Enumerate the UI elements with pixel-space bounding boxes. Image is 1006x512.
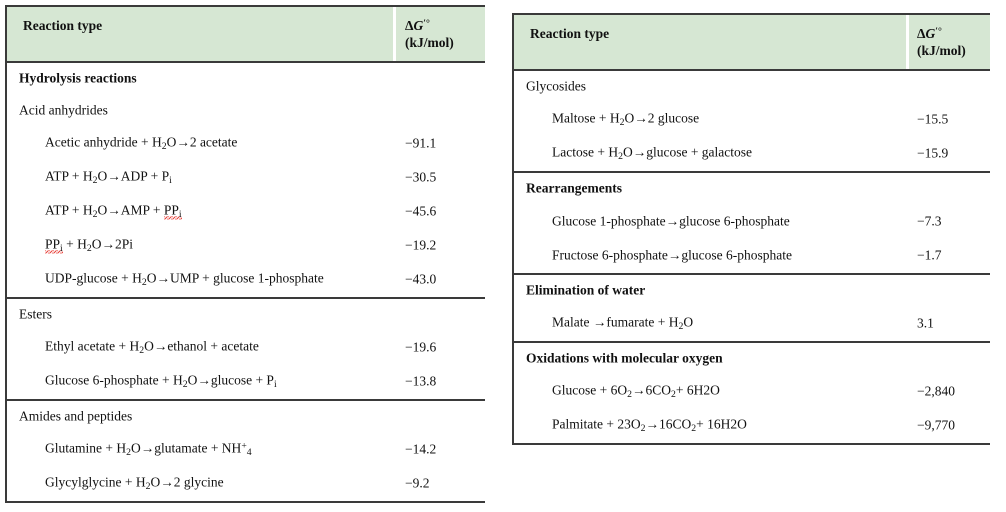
reaction-table-left	[5, 5, 485, 503]
delta-g-value: −43.0	[405, 271, 437, 287]
reaction-label: Amides and peptides	[19, 408, 133, 424]
reaction-label: Glycosides	[526, 78, 586, 94]
reaction-label: Maltose + $H_2O\to 2$ glucose	[552, 110, 700, 128]
table-row-heading	[514, 71, 990, 103]
delta-g-value: −9.2	[405, 475, 430, 491]
reaction-label: Ethyl acetate + $H_2O\to ethanol$ + acetate	[45, 338, 259, 356]
delta-g-value: −14.2	[405, 441, 437, 457]
table-group	[7, 63, 485, 299]
table-row	[7, 195, 485, 229]
reaction-label: $Glucose + 6O_2\to 6CO_2+ 6H2O$	[552, 382, 720, 400]
header-column-divider	[393, 7, 396, 61]
table-row	[7, 161, 485, 195]
table-row-heading	[7, 95, 485, 127]
table-row-heading	[7, 401, 485, 433]
reaction-label: Elimination of water	[526, 282, 646, 298]
table-group	[7, 299, 485, 401]
delta-g-value: −45.6	[405, 203, 437, 219]
header-column-divider	[906, 15, 909, 69]
delta-g-value: −15.9	[917, 145, 949, 161]
reaction-label: Acid anhydrides	[19, 102, 108, 118]
reaction-label: Rearrangements	[526, 180, 622, 196]
table-header	[7, 5, 485, 63]
table-row	[7, 467, 485, 501]
table-header	[514, 13, 990, 71]
table-group	[7, 401, 485, 503]
reaction-label: Acetic anhydride + $H_2O\to 2$ acetate	[45, 134, 238, 152]
table-row	[7, 229, 485, 263]
delta-g-value: −13.8	[405, 373, 437, 389]
table-group	[514, 173, 990, 275]
table-row	[514, 409, 990, 443]
table-row	[7, 127, 485, 161]
delta-g-value: 3.1	[917, 315, 934, 331]
table-row-heading	[514, 173, 990, 205]
table-row	[7, 365, 485, 399]
table-row	[514, 375, 990, 409]
column-header-delta-g: ΔG′° (kJ/mol)	[405, 18, 454, 50]
reaction-label: ATP + $H_2O\to AMP + PP_i$	[45, 202, 182, 220]
reaction-label: Glucose 6-phosphate + $H_2O\to glucose + P_i$	[45, 372, 277, 390]
table-row	[514, 103, 990, 137]
table-row-heading	[7, 299, 485, 331]
reaction-label: ATP + $H_2O\to ADP + P_i$	[45, 168, 172, 186]
reaction-label: Oxidations with molecular oxygen	[526, 350, 723, 366]
delta-g-value: −15.5	[917, 111, 949, 127]
reaction-label: Esters	[19, 306, 52, 322]
reaction-label: Glucose 1-phosphate→glucose 6-phosphate	[552, 213, 790, 229]
delta-g-value: −30.5	[405, 169, 437, 185]
reaction-label: $UDP-glucose + H_2O\to UMP + glucose$ 1-phosphate	[45, 270, 324, 288]
table-row	[514, 307, 990, 341]
reaction-label: Malate →fumarate + $H_2O$	[552, 314, 694, 332]
table-row	[7, 263, 485, 297]
delta-g-value: −19.6	[405, 339, 437, 355]
delta-g-value: −1.7	[917, 247, 942, 263]
delta-g-value: −9,770	[917, 417, 955, 433]
reaction-label: Lactose + $H_2O\to glucose$ + galactose	[552, 144, 753, 162]
delta-g-value: −91.1	[405, 135, 437, 151]
column-header-delta-g: ΔG′° (kJ/mol)	[917, 26, 966, 58]
table-group	[514, 275, 990, 343]
delta-g-value: −7.3	[917, 213, 942, 229]
reaction-label: Palmitate + $23O_2\to 16CO_2+ 16H2O$	[552, 416, 747, 434]
reaction-label: $PP_i + H_2O\to 2Pi$	[45, 236, 133, 254]
table-row-heading	[7, 63, 485, 95]
reaction-table-right	[512, 13, 990, 445]
column-header-reaction-type: Reaction type	[530, 26, 610, 41]
table-row-heading	[514, 343, 990, 375]
delta-g-value: −19.2	[405, 237, 437, 253]
table-row	[514, 205, 990, 239]
delta-g-value: −2,840	[917, 383, 955, 399]
reaction-label: Glycylglycine + $H_2O\to 2$ glycine	[45, 474, 224, 492]
table-group	[514, 71, 990, 173]
reaction-label: Hydrolysis reactions	[19, 70, 137, 86]
reaction-label: Glutamine + $H_2O\to glutamate + NH^+_4$	[45, 440, 252, 458]
table-row	[7, 331, 485, 365]
table-row	[7, 433, 485, 467]
table-row	[514, 137, 990, 171]
table-row-heading	[514, 275, 990, 307]
table-row	[514, 239, 990, 273]
reaction-label: Fructose 6-phosphate→glucose 6-phosphate	[552, 247, 792, 263]
table-group	[514, 343, 990, 445]
column-header-reaction-type: Reaction type	[23, 18, 103, 33]
